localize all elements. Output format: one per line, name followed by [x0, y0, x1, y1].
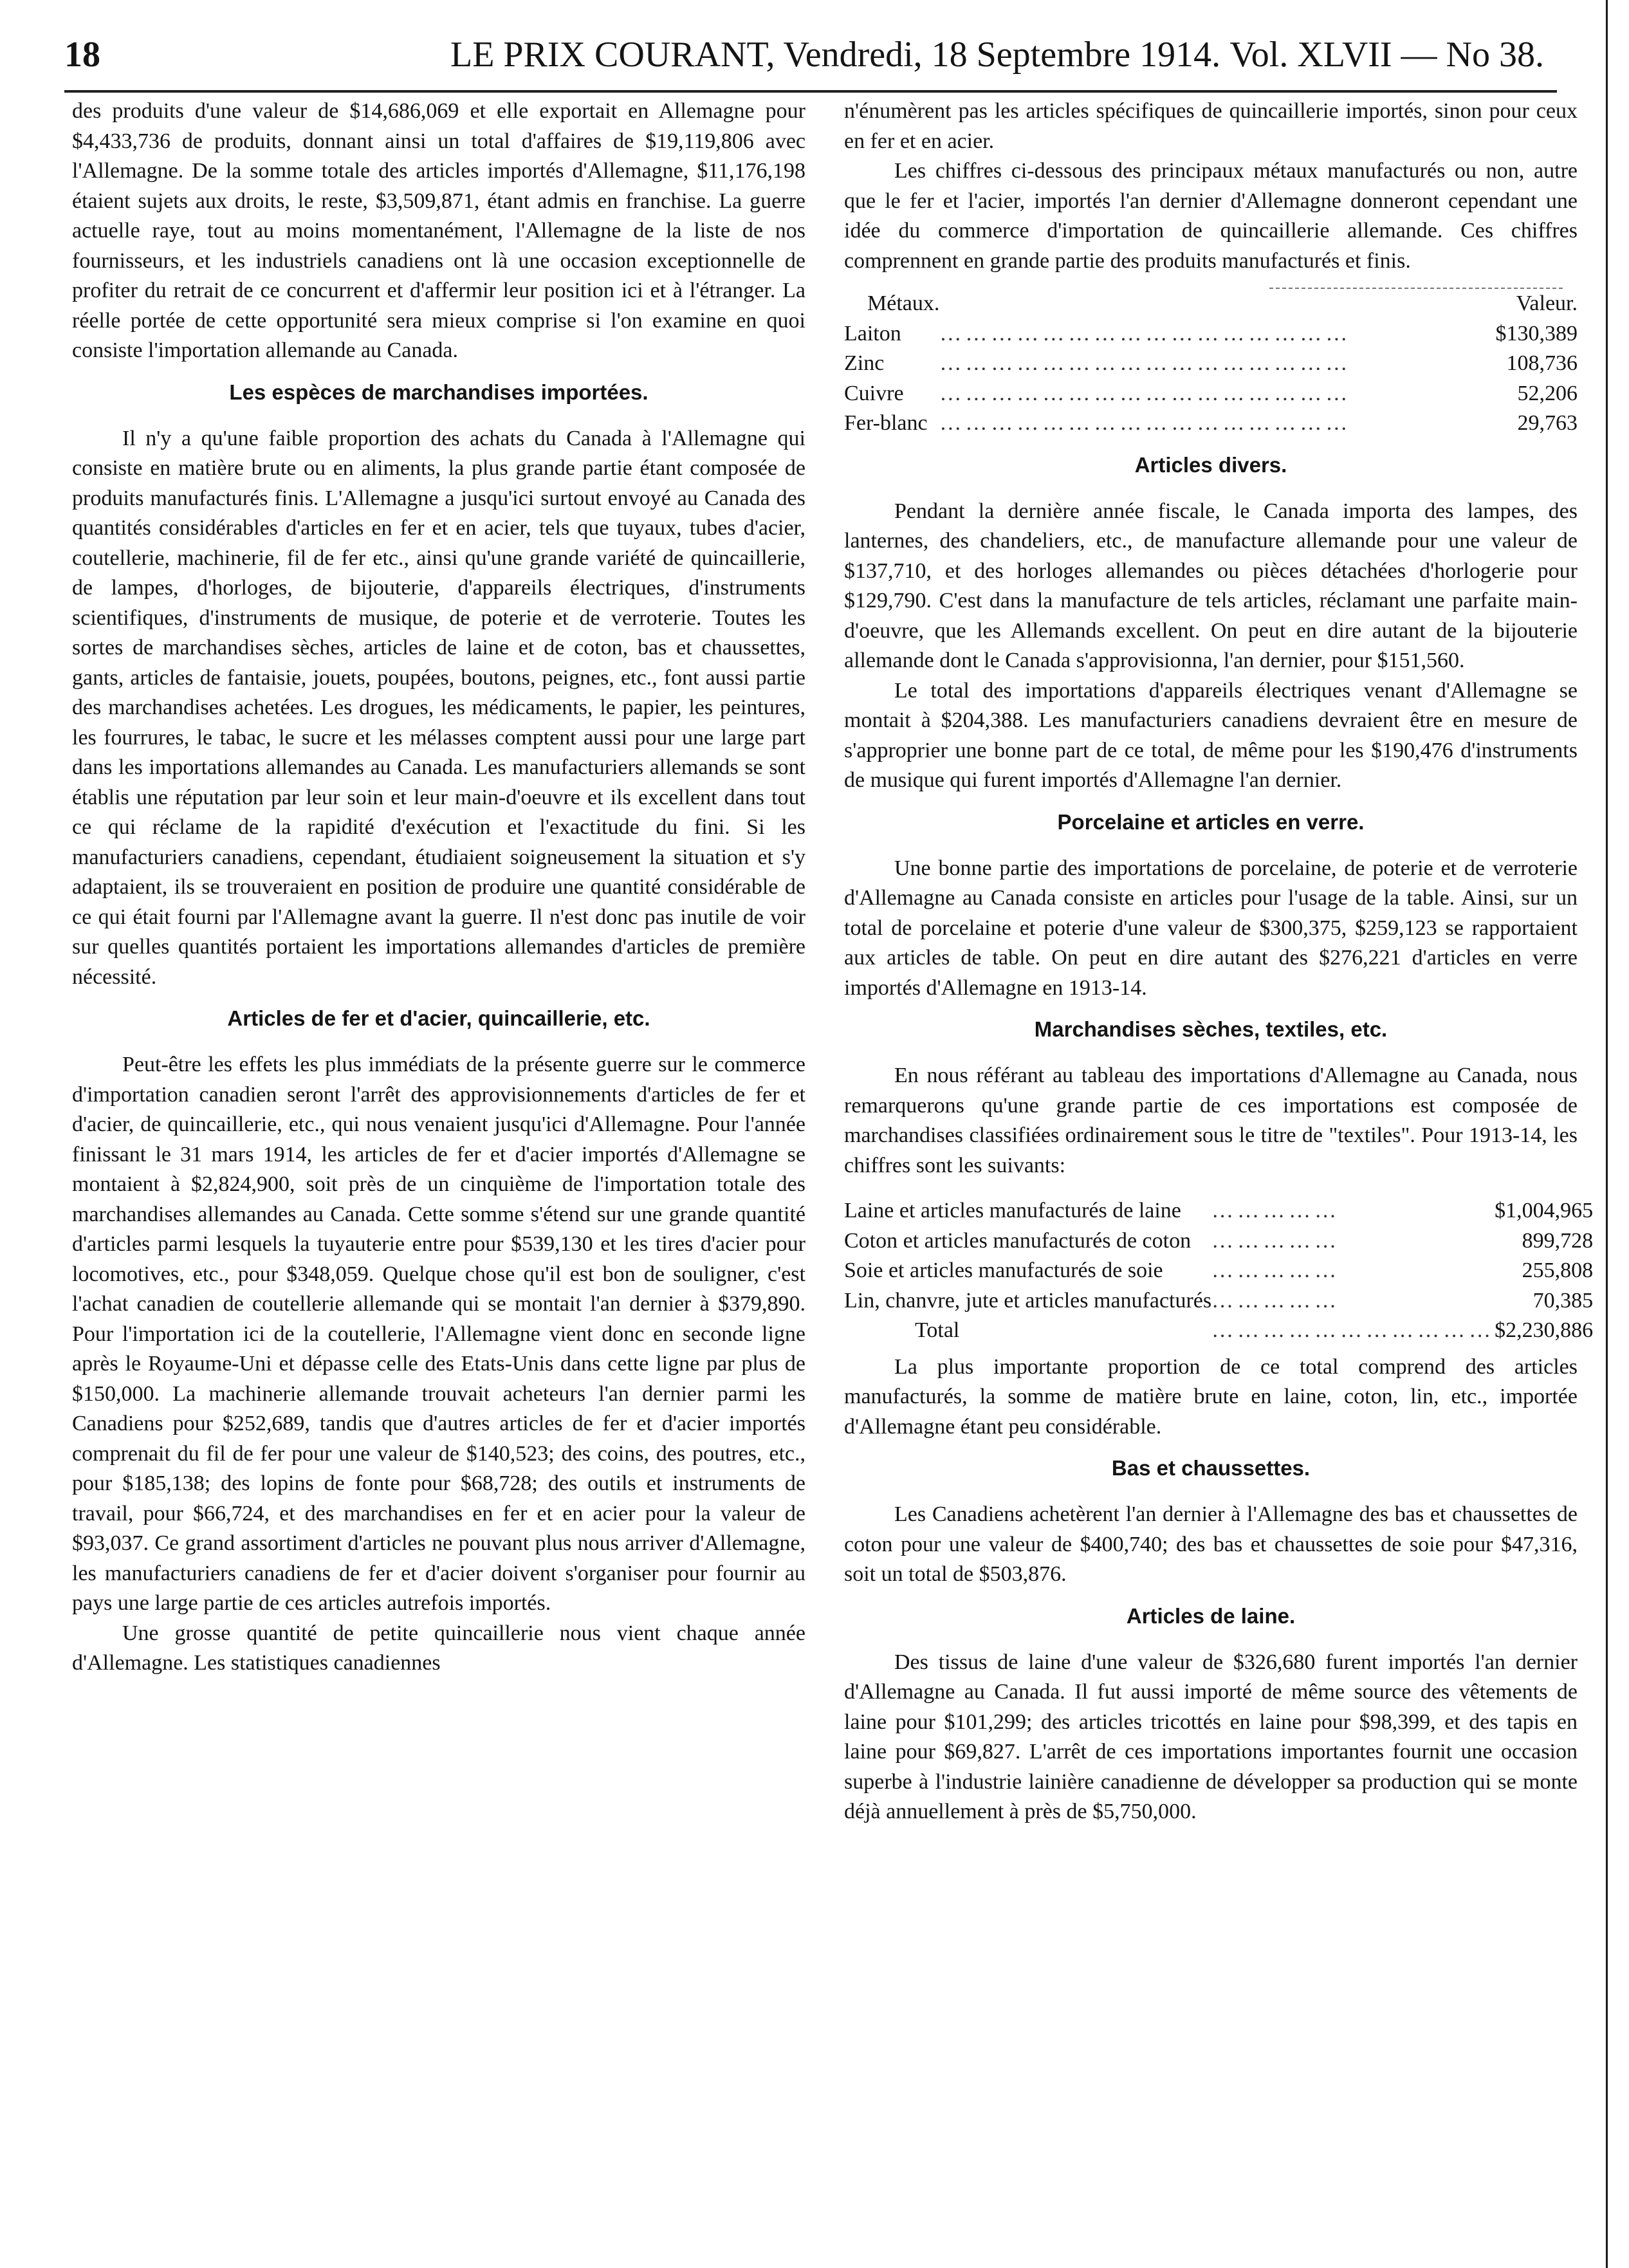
- metal-name: Laiton: [844, 321, 901, 346]
- metal-value: 52,206: [1517, 381, 1578, 405]
- table-row: [844, 409, 1578, 439]
- total-value: $2,230,886: [1495, 1318, 1594, 1342]
- leader-dots: ……………: [1211, 1228, 1341, 1253]
- textile-name: Coton et articles manufacturés de coton: [844, 1228, 1192, 1253]
- metal-value: $130,389: [1495, 321, 1578, 346]
- textiles-table: [844, 1196, 1593, 1346]
- table-row: [844, 1286, 1593, 1316]
- total-label: Total: [915, 1318, 960, 1342]
- paragraph: n'énumèrent pas les articles spécifiques de quincaillerie importés, sinon pour ceux en fer et en acier.: [844, 99, 1578, 153]
- section-heading: Porcelaine et articles en verre.: [1057, 809, 1365, 834]
- metals-table: [844, 289, 1578, 439]
- table-row: [844, 379, 1578, 409]
- table-row: [844, 319, 1578, 349]
- right-column: [844, 97, 1594, 1827]
- total-row: [844, 1316, 1593, 1346]
- textile-value: $1,004,965: [1495, 1199, 1594, 1222]
- section-heading: Articles de fer et d'acier, quincaillerie, etc.: [227, 1006, 650, 1030]
- section-heading: Bas et chaussettes.: [1111, 1456, 1311, 1480]
- paragraph: Il n'y a qu'une faible proportion des achats du Canada à l'Allemagne qui consiste en matière brute ou en aliments, la plus grande partie étant composée de produits manufacturés finis. L'Allemagne a jusqu'ici surtout envoyé au Canada des quantités considérables d'articles en fer et en acier, tels que tuyaux, tubes d'acier, coutellerie, machinerie, fil de fer etc., ainsi qu'une grande variété de quincaillerie, de lampes, d'horloges, de bijouterie, d'appareils électriques, d'instruments scientifiques, d'instruments de musique, de poterie et de verroterie. Toutes les sortes de marchandises sèches, articles de laine et de coton, bas et chaussettes, gants, articles de fantaisie, jouets, poupées, boutons, peignes, etc., font aussi partie des marchandises achetées. Les drogues, les médicaments, le papier, les peintures, les fourrures, le tabac, le sucre et les mélasses comptent aussi pour une large part dans les importations allemandes au Canada. Les manufacturiers allemands se sont établis une réputation par leur soin et leur main-d'oeuvre et ils excellent dans tout ce qui réclame de la rapidité d'exécution et l'exactitude du fini. Si les manufacturiers canadiens, cependant, étudiaient soigneusement la situation et s'y adaptaient, ils se trouveraient en position de produire une quantité considérable de ce qui était fourni par l'Allemagne avant la guerre. Il n'est donc pas inutile de voir sur quelles quantités portaient les importations allemandes d'articles de première nécessité.: [72, 426, 805, 989]
- section-heading: Articles de laine.: [1126, 1603, 1296, 1628]
- table-row: [844, 349, 1578, 379]
- leader-dots: …………………………………………: [939, 321, 1352, 346]
- metal-name: Fer-blanc: [844, 411, 928, 435]
- paragraph: En nous référant au tableau des importations d'Allemagne au Canada, nous remarquerons qu'une grande partie de ces importations est composée de marchandises classifiées ordinairement sous le titre de "textiles". Pour 1913-14, les chiffres sont les suivants:: [844, 1064, 1578, 1177]
- leader-dots: ……………: [1211, 1288, 1341, 1313]
- page-number: 18: [64, 35, 100, 75]
- textile-name: Lin, chanvre, jute et articles manufacturés: [844, 1288, 1212, 1313]
- page-header: [64, 26, 1544, 84]
- paragraph: Peut-être les effets les plus immédiats de la présente guerre sur le commerce d'importation canadien seront l'arrêt des approvisionnements d'articles de fer et d'acier, de quincaillerie, etc., qui nous venaient jusqu'ici d'Allemagne. Pour l'année finissant le 31 mars 1914, les articles de fer et d'acier importés d'Allemagne se montaient à $2,824,900, soit près de un cinquième de l'importation totale des marchandises allemandes au Canada. Cette somme s'étend sur une grande quantité d'articles parmi lesquels la tuyauterie entre pour $539,130 et les tires d'acier pour locomotives, etc., pour $348,059. Quelque chose qu'il est bon de souligner, c'est l'achat canadien de coutellerie allemande qui se montait l'an dernier à $379,890. Pour l'importation ici de la coutellerie, l'Allemagne vient donc en seconde ligne après le Royaume-Uni et dépasse celle des Etats-Unis dans cette ligne par plus de $150,000. La machinerie allemande trouvait acheteurs l'an dernier parmi les Canadiens pour $252,689, tandis que d'autres articles de fer et d'acier importés comprenait du fil de fer pour une valeur de $140,523; des coins, des poutres, etc., pour $185,138; des lopins de fonte pour $68,728; des outils et instruments de travail, pour $66,724, et des marchandises en fer et en acier pour la valeur de $93,037. Ce grand assortiment d'articles ne pouvant plus nous arriver d'Allemagne, les manufacturiers canadiens de fer et d'acier doivent s'organiser pour fournir au pays une large partie de ces articles autrefois importés.: [72, 1053, 805, 1615]
- table-row: [844, 1256, 1593, 1286]
- textile-name: Laine et articles manufacturés de laine: [844, 1199, 1181, 1222]
- leader-dots: ……………: [1211, 1199, 1341, 1222]
- print-smudge: [1269, 279, 1563, 289]
- column-header: Valeur.: [1516, 291, 1578, 315]
- paragraph: des produits d'une valeur de $14,686,069 et elle exportait en Allemagne pour $4,433,736 de produits, donnant ainsi un total d'affaires de $19,119,806 avec l'Allemagne. De la somme totale des articles importés d'Allemagne, $11,176,198 étaient sujets aux droits, le reste, $3,509,871, étant admis en franchise. La guerre actuelle raye, tout au moins momentanément, l'Allemagne de la liste de nos fournisseurs, et les industriels canadiens ont là une occasion exceptionnelle de profiter du retrait de ce concurrent et d'affermir leur position ici et à l'étranger. La réelle portée de cette opportunité sera mieux comprise si l'on examine en quoi consiste l'importation allemande au Canada.: [72, 99, 805, 362]
- paragraph: Des tissus de laine d'une valeur de $326,680 furent importés l'an dernier d'Allemagne au Canada. Il fut aussi importé de même source des vêtements de laine pour $101,299; des articles tricottés en laine pour $98,399, et des tapis en laine pour $69,827. L'arrêt de ces importations importantes fournit une occasion superbe à l'industrie lainière canadienne de développer sa production qui se monte déjà annuellement à près de $5,750,000.: [844, 1650, 1578, 1823]
- paragraph: La plus importante proportion de ce total comprend des articles manufacturés, la somme de matière brute en laine, coton, lin, etc., importée d'Allemagne étant peu considérable.: [844, 1354, 1578, 1439]
- leader-dots: …………………………………………: [939, 351, 1352, 375]
- paragraph: Une grosse quantité de petite quincaillerie nous vient chaque année d'Allemagne. Les statistiques canadiennes: [72, 1621, 805, 1675]
- leader-dots: …………………………………………: [939, 411, 1352, 435]
- metal-name: Zinc: [844, 351, 885, 375]
- metal-value: 108,736: [1506, 351, 1578, 375]
- left-column: [72, 97, 805, 1679]
- leader-dots: ……………………………: [1211, 1318, 1495, 1342]
- paragraph: Le total des importations d'appareils électriques venant d'Allemagne se montait à $204,388. Les manufacturiers canadiens devraient être en mesure de s'approprier une bonne part de ce total, de même pour les $190,476 d'instruments de musique qui furent importés d'Allemagne l'an dernier.: [844, 678, 1578, 792]
- section-heading: Les espèces de marchandises importées.: [229, 380, 649, 404]
- page-edge-line: [1606, 0, 1608, 2268]
- publication-title: LE PRIX COURANT, Vendredi, 18 Septembre 1914.: [450, 35, 1221, 75]
- table-header-row: [844, 289, 1578, 319]
- textile-name: Soie et articles manufacturés de soie: [844, 1258, 1163, 1282]
- textile-value: 255,808: [1522, 1258, 1594, 1282]
- paragraph: Une bonne partie des importations de porcelaine, de poterie et de verroterie d'Allemagne au Canada consiste en articles pour l'usage de la table. Ainsi, sur un total de porcelaine et poterie d'une valeur de $300,375, $259,123 se rapportaient aux articles de table. On peut en dire autant des $276,221 d'articles en verre importés d'Allemagne en 1913-14.: [844, 856, 1578, 1000]
- textile-value: 70,385: [1532, 1288, 1594, 1313]
- header-rule: [64, 90, 1557, 93]
- table-row: [844, 1196, 1593, 1226]
- textile-value: 899,728: [1522, 1228, 1594, 1253]
- leader-dots: …………………………………………: [939, 381, 1352, 405]
- volume-number: Vol. XLVII — No 38.: [1229, 35, 1544, 75]
- paragraph: Les Canadiens achetèrent l'an dernier à l'Allemagne des bas et chaussettes de coton pour une valeur de $400,740; des bas et chaussettes de soie pour $47,316, soit un total de $503,876.: [844, 1502, 1578, 1586]
- table-row: [844, 1226, 1593, 1257]
- column-header: Métaux.: [867, 291, 940, 315]
- metal-name: Cuivre: [844, 381, 904, 405]
- section-heading: Articles divers.: [1134, 452, 1287, 477]
- section-heading: Marchandises sèches, textiles, etc.: [1034, 1017, 1388, 1041]
- paragraph: Les chiffres ci-dessous des principaux métaux manufacturés ou non, autre que le fer et l'acier, importés l'an dernier d'Allemagne donneront cependant une idée du commerce d'importation de quincaillerie allemande. Ces chiffres comprennent en grande partie des produits manufacturés et finis.: [844, 159, 1578, 273]
- metal-value: 29,763: [1517, 411, 1578, 435]
- paragraph: Pendant la dernière année fiscale, le Canada importa des lampes, des lanternes, des chandeliers, etc., de manufacture allemande pour une valeur de $137,710, et des horloges allemandes ou pièces détachées d'horlogerie pour $129,790. C'est dans la manufacture de tels articles, réclamant une parfaite main-d'oeuvre, que les Allemands excellent. On peut en dire autant de la bijouterie allemande dont le Canada s'approvisionna, l'an dernier, pour $151,560.: [844, 499, 1578, 672]
- leader-dots: ……………: [1211, 1258, 1341, 1282]
